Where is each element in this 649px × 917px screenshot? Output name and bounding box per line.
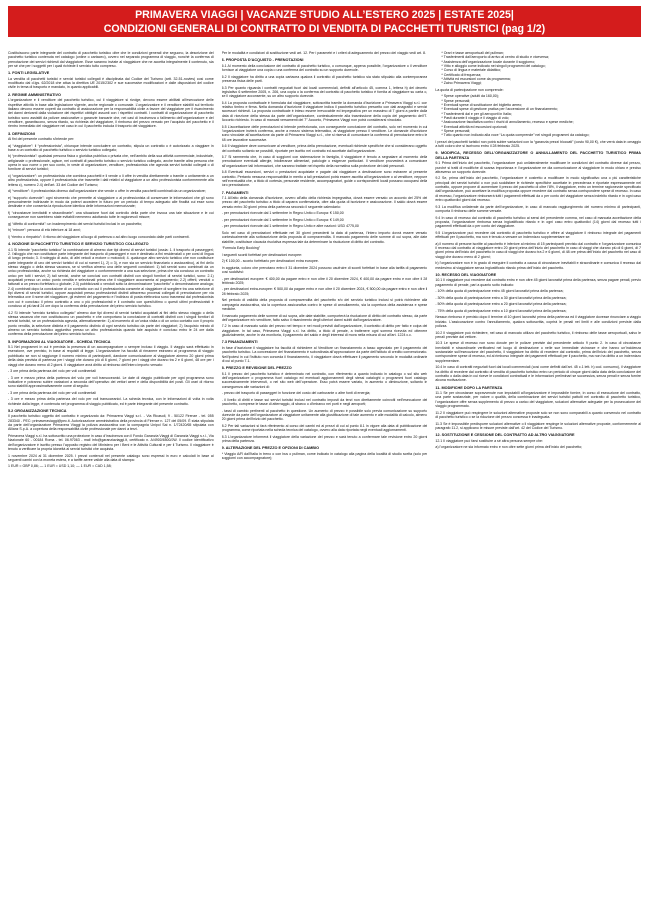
list-item: * Vitto e alloggio come indicato nei singoli programmi del catalogo; xyxy=(441,64,641,68)
paragraph: a) l’organizzatore ne sia informato entro e non oltre sette giorni prima dell’inizio del pacchetto; xyxy=(435,445,583,450)
section-heading: 1. FONTI LEGISLATIVE xyxy=(8,71,50,76)
paragraph: 1 novembre 2024 al 31 dicembre 2025. I prezzi contenuti nel presente catalogo sono espressi in euro e calcolati in base ai seguenti cambi con la moneta estera, e a tariffe aeree valide alla data di stampa: xyxy=(8,453,214,462)
list-item: * Spese operative (adulti da 160,00); xyxy=(441,94,641,98)
paragraph: 6.3 Per quanto riguarda i contratti negoziati fuori dai locali commerciali, definiti all’articolo 45, comma 1, lettera h) del decreto legislativo 6 settembre 2005, n. 206, una copia o la conferma del contratto di pacchetto turistico è fornita al viaggiatore su carta o, se il viaggiatore acconsente, su un altro supporto durevole. xyxy=(221,85,428,99)
list-item: * Certificato di frequenza; xyxy=(441,73,641,77)
paragraph: 8.1 Il prezzo del pacchetto turistico è determinato nel contratto, con riferimento a quanto indicato in catalogo o sul sito web dell’organizzatore o programma fuori catalogo ed eventuali aggiornamenti degli stessi cataloghi o programmi fuori catalogo successivamente intervenuti, o nel sito web dell’operatore. Esso potrà essere variato, in aumento o diminuzione, soltanto in conseguenza alle variazioni di: xyxy=(221,371,428,389)
section-heading: 7. PAGAMENTI xyxy=(221,190,249,195)
paragraph: - 30% della quota di partecipazione entro a 30 giorni lavorativi prima della partenza; xyxy=(435,295,567,300)
list-item: * Eventuali spese di gestione pratica per l’accensione di un finanziamento; xyxy=(441,107,641,111)
list-item: * Pasti durante il viaggio e il viaggio di volo; xyxy=(441,116,641,120)
paragraph: 6.8 Eventuali escursioni, servizi o prestazioni acquistate e pagate dal viaggiatore a destinazione sono estranee al presente contratto. Pertanto nessuna responsabilità in merito a tali prestazioni potrà essere ascritta all’organizzatore o al venditore, neppure nell’eventualità che, a titolo di cortesia, personale residente, accompagnatori, guide o corrispondenti locali possano occuparsi della loro prenotazione. xyxy=(221,170,428,188)
paragraph: 8.2 Per tali variazioni si farà riferimento al corso dei cambi ed ai prezzi di cui al punto 8.1 in vigore alla data di pubblicazione del programma, come riportata nella scheda tecnica del catalogo, ovvero alla data riportata negli eventuali aggiornamenti. xyxy=(221,423,428,433)
paragraph: 1 EUR = GBP 0,86; — 1 EUR = USD 1,10; — 1 EUR = CAD 1,58; xyxy=(8,464,112,469)
paragraph: - 10% della quota di partecipazione entro 45 giorni lavorativi prima della partenza; xyxy=(435,289,564,294)
section-heading: 5. INFORMAZIONI AL VIAGGIATORE - SCHEDA TECNICA xyxy=(8,339,111,344)
paragraph: - 50% della quota di partecipazione entro a 20 giorni lavorativi prima della partenza; xyxy=(435,302,567,307)
list-item: * Attività ed escursioni come da programma; xyxy=(441,77,641,81)
paragraph: 6.2 Il viaggiatore ha diritto a una copia cartacea qualora il contratto di pacchetto turistico sia stato stipulato alla contemporanea presenza fisica delle parti. xyxy=(221,74,428,83)
paragraph: b) “professionista”: qualsiasi persona fisica o giuridica pubblica o privata che, nell’ambito della sua attività commerciale, industriale, artigianale o professionale, agisce, nei contratti di pacchetto turistico o servizio turistico collegato, anche tramite altra persona che opera in suo nome o per suo conto, in veste di organizzatore, venditore, professionista che agevola servizi turistici collegati o di fornitore di servizi turistici; xyxy=(8,154,214,172)
paragraph: Nessun rimborso è previsto dopo il termine di 10 giorni lavorativi prima della partenza ed il viaggiatore dovesse rinunciare a viaggio iniziato. L’assicurazione contro l’annullamento, qualora sottoscritta, coprirà le penali nei limiti e alle condizioni previste dalla polizza. xyxy=(435,315,641,328)
paragraph: 10.2 Il viaggiatore può richiedere, nel caso di mancato utilizzo del pacchetto turistico, il rimborso delle tasse aeroportuali, salvo le penali previste dal vettore. xyxy=(435,330,641,339)
paragraph: a) “viaggiatore”: il “professionista”, chiunque intende concludere un contratto, stipula un contratto o è autorizzato a viaggiare in base a un contratto di pacchetto turistico o servizio turistico collegato; xyxy=(8,143,214,152)
paragraph: 7.2 In caso di mancato saldo del prezzo nel tempo e nei modi previsti dall’organizzatore, il contratto di diritto per fatto e colpa del viaggiatore. In tal caso, Primavera Viaggi s.r.l. ha diritto, a titolo di penale, a trattenere ogni somma ricevuta ed ottenere giudizialmente, anche in via monitoria, il pagamento del saldo e degli interessi di mora nella misura di cui all’art. 1224 c.c. xyxy=(221,324,428,338)
paragraph: 6.7 Si rammenta che, in caso di soggiorni con sistemazione in famiglia, il viaggiatore è tenuto a segnalare al momento della prenotazione eventuali allergie, intolleranze alimentari, patologie o esigenze particolari. Il venditore provvederà a comunicare all’organizzatore tali informazioni, che saranno trattate nel rispetto della normativa sulla protezione dei dati personali. xyxy=(221,155,428,168)
paragraph: - prezzo del trasporto di passeggeri in funzione del costo del carburante o altre fonti di energia; xyxy=(221,391,371,396)
column-middle xyxy=(222,51,428,911)
paragraph: 11.1 Se per circostanze sopravvenute non imputabili all’organizzatore è impossibile fornire, in corso di esecuzione del contratto, una parte sostanziale, per valore o qualità, della combinazione dei servizi turistici pattuiti nel contratto di pacchetto turistico, l’organizzatore offre senza supplemento di prezzo a carico del viaggiatore, soluzioni alternative adeguate per la prosecuzione del viaggio programmato. xyxy=(435,391,641,409)
paragraph: 8.3 L’organizzatore informerà il viaggiatore della variazione del prezzo e sarà tenuto a confermare tale revisione entro 20 giorni prima della partenza. xyxy=(221,434,428,444)
header-title-line1: PRIMAVERA VIAGGI | VACANZE STUDIO ALL’ESTERO 2025 | ESTATE 2025| xyxy=(135,9,514,21)
paragraph: Primavera Viaggi s.r.l. ha sottoscritto una protezione in caso d’insolvenza con il Fondo Garanzia Viaggi di Garanzia Viaggi s.r.l., Via Nazionale 60 - 00184 Roma - tel. 06.97063 - mail info@garanziaviaggi.it, certificato n. A/4900/6500/JW. Il codice identificativo dell’organizzatore è iscritto presso l’apposito registro del Ministero per i Beni e le Attività Culturali e per il Turismo. Il viaggiatore è tenuto a verificare la propria idoneità ai servizi turistici che acquista. xyxy=(8,433,214,451)
paragraph: La vendita di pacchetti turistici e servizi turistici collegati è disciplinata dal Codice del Turismo (artt. 32-51-novies) così come modificato dal d.lgs. 62/2018 che attua la direttiva UE 2015/2302 e sue successive modificazioni e dalle disposizioni del codice civile in tema di trasporto e mandato, in quanto applicabili. xyxy=(8,76,214,90)
paragraph: e) “supporto durevole”: ogni strumento che permette al viaggiatore o al professionista di conservare le informazioni che gli sono personalmente indirizzate in modo da potervi accedere in futuro per un periodo di tempo adeguato alle finalità cui esse sono destinate e che consenta la riproduzione identica delle informazioni memorizzate; xyxy=(8,195,214,209)
list-item: * Zaino Primavera Viaggi; xyxy=(441,81,641,85)
paragraph: g) “difetto di conformità”: un inadempimento dei servizi turistici inclusi in un pacchetto; xyxy=(8,221,143,226)
bullet-list xyxy=(435,51,641,86)
paragraph: 9.4 In caso di recesso dal contratto di pacchetto turistico ai sensi del precedente comma, nel caso di mancata accettazione della proposta, l’organizzatore rimborsa senza ingiustificato ritardo e in ogni caso entro quattordici (14) giorni dal recesso tutti i pagamenti effettuati da o per conto del viaggiatore. xyxy=(435,215,641,229)
paragraph: - per destinazioni extra-europee: € 500,00 da pagare entro e non oltre il 20 dicembre 2024, € 500,00 da pagare entro e non oltre il 28 febbraio 2025; xyxy=(221,287,428,296)
paragraph: - per prenotazioni ricevute dal 1 settembre in Regno Unito e altre nazioni: USD 4775,00 xyxy=(221,224,359,229)
paragraph: 4.2 Si intende “servizio turistico collegato” almeno due tipi diversi di servizi turistici acquistati ai fini dello stesso viaggio o della stessa vacanza che non costituiscono un pacchetto e che comportano la conclusione di contratti distinti con i singoli fornitori di servizi turistici, se un professionista agevola, alternativamente: 1) al momento di un’unica visita o di un unico contatto con il proprio punto vendita, la selezione distinta e il pagamento distinto di ogni servizio turistico da parte dei viaggiatori; 2) l’acquisto mirato di almeno un servizio turistico aggiuntivo presso un altro professionista quando tale acquisto è concluso entro le 24 ore dalla conferma della prenotazione del primo servizio turistico. xyxy=(8,310,214,337)
section-heading: 11. MODIFICHE DOPO LA PARTENZA xyxy=(435,385,503,390)
section-heading: 9. ALTERAZIONE DEL PREZZO E OPZIONI DI CAMBIO xyxy=(221,446,320,451)
paragraph: Solo nel caso di prenotazioni effettuate nei 30 giorni precedenti la data di partenza, l’intero importo dovrà essere versato contestualmente alla sottoscrizione della proposta di compravendita. Il mancato pagamento delle somme di cui sopra, alle date stabilite, costituisce clausola risolutiva espressa tale da determinare la risoluzione di diritto del contratto. xyxy=(221,230,428,244)
section-heading: 8. PREZZO E REVISIONE DEL PREZZO xyxy=(221,366,292,371)
section-heading: 4. NOZIONE DI PACCHETTO TURISTICO E SERVIZIO TURISTICO COLLEGATO xyxy=(8,242,149,247)
section-heading: 9. MODIFICA, RECESSO DELL’ORGANIZZATORE O ANNULLAMENTO DEL PACCHETTO TURISTICO PRIMA DELLA PARTENZA xyxy=(435,151,641,160)
paragraph: 10.4 In caso di contratti negoziati fuori dai locali commerciali (così come definiti dall’art. 45 c.1 lett. h) cod. consumo), il viaggiatore ha diritto di recedere dal contratto di vendita di pacchetto turistico entro un periodo di cinque giorni dalla data della conclusione del contratto o dalla data in cui riceve le condizioni contrattuali e le informazioni preliminari se successiva, senza penali e senza fornire alcuna motivazione. xyxy=(435,365,641,383)
list-item: * Assicurazione facoltativa contro i rischi di annullamento, recesso e spese mediche; xyxy=(441,120,641,124)
paragraph: - 3 ore prima della partenza del volo per voli continentali xyxy=(8,369,96,374)
paragraph: In aggiunta, coloro che prenotano entro il 31 dicembre 2024 possono usufruire di sconti forfettari in base alla tariffa di pagamento così suddivisi: xyxy=(221,265,428,275)
paragraph: Nel periodo di validità della proposta di compravendita del pacchetto e/o del servizio turistico inclusi si potrà richiedere alla compagnia assicurativa, sia la copertura assicurativa contro le spese di annullamento, sia la copertura della assistenza e spese mediche. xyxy=(221,298,428,311)
paragraph: - 75% della quota di partecipazione entro a 10 giorni lavorativi prima della partenza; xyxy=(435,308,567,313)
paragraph: 6.1 Al momento della conclusione del contratto di pacchetto turistico, o comunque, appena possibile, l’organizzatore o il venditore fornisce al viaggiatore una copia o una conferma del contratto su un supporto durevole. xyxy=(221,63,428,73)
paragraph: 11.2 Il viaggiatore può respingere le soluzioni alternative proposte solo se non sono comparabili a quanto convenuto nel contratto di pacchetto turistico o se la riduzione del prezzo concessa è inadeguata. xyxy=(435,410,641,419)
section-heading: 10. RECESSO DEL VIAGGIATORE xyxy=(435,272,497,277)
section-heading: 3. DEFINIZIONI xyxy=(8,131,35,136)
paragraph: 10.3 Le spese di recesso non sono dovute per le polizze previste dal precedente articolo 9 punto 2. In caso di circostanze inevitabili e straordinarie verificatesi nel luogo di destinazione o nelle sue immediate vicinanze e che hanno un’incidenza sostanziale sull’esecuzione del pacchetto, il viaggiatore ha diritto di recedere dal contratto, prima dell’inizio del pacchetto, senza corrispondere spese di recesso, ed al rimborso integrale dei pagamenti effettuati per il pacchetto, ma non ha diritto a un indennizzo supplementare. xyxy=(435,341,641,363)
paragraph: - per destinazioni europee: € 400,00 da pagare entro e non oltre il 20 dicembre 2024, € 400,00 da pagare entro e non oltre il 28 febbraio 2025; xyxy=(221,276,428,285)
list-item: * Trasferimenti dall’aeroporto di arrivo al centro di studio e viceversa; xyxy=(441,55,641,59)
paragraph: 10.1 Il viaggiatore può recedere dal contratto entro e non oltre 45 giorni lavorativi prima della partenza, senza pagare penali, previo pagamento di penale, pari a quanto sotto indicato: xyxy=(435,278,641,287)
paragraph: 11.3 Se è impossibile predisporre soluzioni alternative o il viaggiatore respinge le soluzioni alternative proposte, conformemente al paragrafo 11.2, si applicano le misure previste dall’art. 42 del Codice del Turismo. xyxy=(435,421,641,430)
paragraph: - 3 ore prima della partenza del volo per voli continentali xyxy=(8,390,96,395)
paragraph: 9.2 Se, prima dell’inizio del pacchetto, l’organizzatore è costretto a modificare in modo significativo una o più caratteristiche principali dei servizi turistici o non può soddisfare le richieste specifiche accettate in precedenza e riportate espressamente nel contratto, oppure propone di aumentare il prezzo del pacchetto di oltre l’8%, il viaggiatore, entro un termine ragionevole specificato dall’organizzatore, può accettare la modifica proposta oppure recedere dal contratto senza corrispondere spese di recesso. In caso di recesso, l’organizzatore rimborserà tutti i pagamenti effettuati da o per conto del viaggiatore senza indebito ritardo e in ogni caso entro quattordici giorni dal recesso. xyxy=(435,176,641,203)
paragraph: i) “rientro o rimpatrio”: il ritorno del viaggiatore al luogo di partenza o ad altro luogo concordato dalle parti contraenti. xyxy=(8,234,190,239)
paragraph: 6.4 La proposta contrattuale è formulata dal viaggiatore, sottoscritta tramite la domanda d’iscrizione a Primavera Viaggi s.r.l. con relativo timbro e firma. Nella domanda d’iscrizione il viaggiatore indica il pacchetto turistico prescelto con dati anagrafici e servizi accessori richiesti. La proposta contrattuale è inteso essere irrevocabile ed impegnativa per un massimo di 7 giorni a partire dalla data di ricezione della stessa da parte dell’organizzatore, contestualmente alla trasmissione della copia del pagamento dell’7. Acconto richiesto. In caso di mancati versamenti del 7° Acconto, Primavera Viaggi non potrà considerarsi vincolato. xyxy=(221,100,428,123)
paragraph: Ai fini del presente contratto s’intende per: xyxy=(8,137,75,142)
paragraph: I prezzi dei pacchetti turistici non potrà subire variazioni con la “garanzia prezzi bloccati” (costo 90,00 €), che verrà data in omaggio a tutti coloro che si iscrivono entro il 28 febbraio 2025. xyxy=(435,139,641,149)
paragraph: * Viaggio A/R dall’Italia in treno o con bus o pullman, come indicato in catalogo alla pagina della località di studio scelta (solo per soggiorni con accompagnatore); xyxy=(221,451,428,461)
paragraph: Il pacchetto turistico oggetto del contratto è organizzato da: Primavera Viaggi s.r.l. - Via Ricasoli, 9 - 50122 Firenze - tel. 055 283340 - PEC: primaveraviaggi@pec.it. Autorizzazione amministrativa della provincia di Firenze n. 127 del 05/09. È stata stipulata da parte dell’organizzatore Primavera Viaggi la polizza assicurativa con la compagnia Unipol Sai n. 1/72420/65 stipulata con Allianz S.p.A. a copertura della responsabilità civile professionale per danni a terzi. xyxy=(8,414,214,432)
paragraph: 6.6 Il viaggiatore deve comunicare al venditore, prima della prenotazione, eventuali richieste specifiche che si considerano oggetto del contratto soltanto se possibili, riportate per iscritto nel contratto ed accettate dall’organizzatore. xyxy=(221,144,428,153)
paragraph: - il livello di diritti e tasse sui servizi turistici inclusi nel contratto imposti da terzi non direttamente coinvolti nell’esecuzione del pacchetto, comprese le tasse di atterraggio, di sbarco o d’imbarco nei porti e negli aeroporti; xyxy=(221,397,428,407)
section-heading: 5.2 ORGANIZZAZIONE TECNICA xyxy=(8,409,67,413)
paragraph: L’organizzatore e il venditore del pacchetto turistico, cui il viaggiatore si rivolge, devono essere abilitati all’esecuzione delle rispettive attività in base alla legislazione vigente, anche regionale o comunale. L’organizzatore e il venditore stabiliti sul territorio italiano devono essere coperti da contratto di assicurazione per la responsabilità civile a favore del viaggiatore per il risarcimento dei danni derivanti dalla violazione dei rispettivi obblighi assunti con i rispettivi contratti. I contratti di organizzazione di pacchetto turistico sono assistiti da polizze assicurative o garanzie bancarie che, nei casi di insolvenza o fallimento dell’organizzatore e del venditore, garantiscono, senza ritardo, su richiesta del viaggiatore, il rimborso del prezzo versato per l’acquisto del pacchetto e il rientro immediato del viaggiatore nel caso in cui il pacchetto includa il trasporto del viaggiatore. xyxy=(8,98,214,129)
paragraph: Costituiscono parte integrante del contratto di pacchetto turistico oltre che le condizioni generali che seguono, la descrizione del pacchetto turistico contenuta nel catalogo (online o cartaceo), ovvero nel separato programma di viaggio, nonché la conferma di prenotazione dei servizi richiesti dal viaggiatore. Esse saranno inviate al viaggiatore che ne accetta integralmente il contenuto, sia per sé che per i soggetti per i quali richiede il servizio tutto compreso. xyxy=(8,51,214,69)
paragraph: - tassi di cambio pertinenti al pacchetto in questione. Un aumento di prezzo è possibile solo previa comunicazione su supporto durevole da parte dell’organizzatore al viaggiatore unitamente alla giustificazione di tale aumento e alle modalità di calcolo, almeno 20 giorni prima dell’inizio del pacchetto. xyxy=(221,408,428,422)
paragraph: “Formula Early Booking” xyxy=(221,246,260,251)
section-heading: 6. PROPOSTA D’ACQUISTO - PRENOTAZIONI xyxy=(221,58,304,63)
list-item: * Eventuali spese di sostituzione del biglietto aereo; xyxy=(441,103,641,107)
list-item: * Tutto quanto non indicato alla voce “La quota comprende” nei singoli programmi da catalogo; xyxy=(441,133,641,137)
document-columns xyxy=(8,51,641,911)
section-heading: 2. REGIME AMMINISTRATIVO xyxy=(8,92,61,97)
list-item: * Spese personali; xyxy=(441,129,641,133)
paragraph: 4.1 Si intende “pacchetto turistico” la combinazione di almeno due tipi diversi di servizi turistici (ossia: 1. il trasporto di passeggeri; 2. l’alloggio che non costituisce parte integrante del trasporto di passeggeri e non è destinato a fini residenziali o per corsi di lingua di lungo periodo; 3. il noleggio di auto, di altri veicoli a motore o motocicli; 4. qualunque altro servizio turistico che non costituisce parte integrante di uno dei servizi turistici di cui ai numeri 1), 2) o 3), e non sia un servizio finanziario o assicurativo), ai fini dello stesso viaggio o della stessa vacanza, se si verifica almeno una delle seguenti condizioni: 1) tali servizi sono combinati da un unico professionista, anche su richiesta del viaggiatore o conformemente a una sua selezione, prima che sia concluso un contratto unico per tutti i servizi; 2) tali servizi, anche se conclusi con contratti distinti con singoli fornitori di servizi turistici, sono: 2.1) acquistati presso un unico punto vendita e selezionati prima che il viaggiatore acconsenta al pagamento; 2.2) offerti, venduti o fatturati a un prezzo forfettario o globale; 2.3) pubblicizzati o venduti sotto la denominazione “pacchetto” o denominazione analoga; 2.4) combinati dopo la conclusione di un contratto con cui il professionista consente al viaggiatore di scegliere tra una selezione di tipi diversi di servizi turistici, oppure acquistati presso professionisti distinti attraverso processi collegati di prenotazione per via telematica ove il nome del viaggiatore, gli estremi del pagamento e l’indirizzo di posta elettronica sono trasmessi dal professionista con cui è concluso il primo contratto a uno o più professionisti e il contratto con quest’ultimo o questi ultimi professionisti è concluso al più tardi 24 ore dopo la conferma della prenotazione del primo servizio turistico. xyxy=(8,247,214,309)
paragraph: 7.1 All’atto della domanda d’iscrizione, ovvero all’atto della richiesta impegnativa, dovrà essere versato un acconto del 25% del prezzo del pacchetto turistico a titolo di caparra confirmatoria, oltre alla quota di iscrizione e assicurazione. Il saldo dovrà essere versato entro 30 giorni prima della partenza secondo il seguente calendario: xyxy=(221,196,428,209)
paragraph: b) l’organizzatore non è in grado di eseguire il contratto a causa di circostanze inevitabili e straordinarie e comunica il recesso dal medesimo al viaggiatore senza ingiustificato ritardo prima dell’inizio del pacchetto. xyxy=(435,261,641,270)
paragraph: 9.5 L’organizzatore può recedere dal contratto di pacchetto turistico e offrire al viaggiatore il rimborso integrale dei pagamenti effettuati per il pacchetto, ma non è tenuto a versare un indennizzo supplementare se: xyxy=(435,230,641,240)
paragraph: La quota di partecipazione non comprende: xyxy=(435,87,504,92)
paragraph: 9.3 La modifica unilaterale da parte dell’organizzatore, in caso di mancato raggiungimento del numero minimo di partecipanti, comporta il rimborso delle somme versate. xyxy=(435,204,641,214)
column-right xyxy=(435,51,641,911)
list-item: * Corso di lingua e materiale didattico; xyxy=(441,68,641,72)
section-heading: 12. SOSTITUZIONE E CESSIONE DEL CONTRATTO AD ALTRO VIAGGIATORE xyxy=(435,433,575,438)
column-left xyxy=(8,51,214,911)
paragraph: 9.1 Prima dell’inizio del pacchetto, l’organizzatore può unilateralmente modificare le condizioni del contratto diverse dal prezzo, purché si tratti di modifiche di scarsa importanza e l’organizzatore ne dia comunicazione al viaggiatore in modo chiaro e preciso attraverso un supporto durevole. xyxy=(435,161,641,174)
section-heading: 7.3 FINANZIAMENTI xyxy=(221,340,258,345)
paragraph: f) “circostanze inevitabili e straordinarie”: una situazione fuori dal controllo della parte che invoca una tale situazione e le cui conseguenze non sarebbero state evitabili nemmeno adottando tutte le ragionevoli misure; xyxy=(8,210,214,220)
paragraph: Il mancato pagamento delle somme di cui sopra, alle date stabilite, comporterà la risoluzione di diritto del contratto stesso, da parte dell’organizzatore e/o venditore, fatto salvo il risarcimento degli ulteriori danni subiti dall’organizzatore. xyxy=(221,313,428,322)
paragraph: 5.1 Nei programmi in cui è prevista la presenza di un accompagnatore o sempre incluso il viaggio. Il viaggio sarà effettuato in esenzione, ove previsto, in base ai requisiti di legge. L’organizzatore ha facoltà di rimanere estraneo al programma di viaggio pubblicato se non si raggiunge il numero minimo di partecipanti, dandone comunicazione al viaggiatore almeno 20 giorni prima della data prevista di partenza per i viaggi che durano più di 6 giorni, 7 giorni per i viaggi che durano tra 2 e 6 giorni, 48 ore per i viaggi che durano meno di 2 giorni. Il viaggiatore avrà diritto al rimborso dell’intero importo versato: xyxy=(8,345,214,367)
paragraph: In fase d’iscrizione il viaggiatore ha facoltà di richiedere al Venditore un finanziamento a tasso agevolato per il pagamento del pacchetto turistico. La concessione del finanziamento è subordinata all’approvazione da parte dell’istituto di credito convenzionato. Nell’ipotesi in cui l’istituto non conceda il finanziamento, il viaggiatore dovrà effettuare il pagamento secondo le modalità ordinarie di cui al punto 7.1. xyxy=(221,345,428,363)
paragraph: 6.5 L’accettazione delle prenotazioni si intende perfezionata, con conseguente conclusione del contratto, solo nel momento in cui l’organizzatore invierà conferma, anche a mezzo sistema telematico, al viaggiatore presso il venditore. Le domande d’iscrizione sono vincolate all’accettazione da parte di Primavera Viaggi s.r.l., che si riserva di comunicare la conferma di prenotazione entro le 48 ore lavorative successive. xyxy=(221,124,428,142)
paragraph: - per prenotazioni ricevute dal 1 settembre in Regno Unito o Europa: € 149,00 xyxy=(221,217,344,222)
paragraph: a) il numero di persone iscritte al pacchetto è inferiore al minimo di 15 partecipanti previsto dal contratto e l’organizzatore comunica il recesso dal contratto al viaggiatore entro 20 giorni prima dell’inizio del pacchetto in caso di viaggi che durano più di 6 giorni, di 7 giorni prima dell’inizio del pacchetto in caso di viaggi che durano tra 2 e 6 giorni, di 48 ore prima dell’inizio del pacchetto nel caso di viaggi che durano meno di 2 giorni; xyxy=(435,241,641,259)
list-item: * Eventuali attività ed escursioni opzionali; xyxy=(441,125,641,129)
header-title-line2: CONDIZIONI GENERALI DI CONTRATTO DI VENDITA DI PACCHETTI TURISTICI (pag 1/2) xyxy=(103,23,546,35)
document-header xyxy=(8,6,641,37)
paragraph: d) “venditore”: il professionista diverso dall’organizzatore che vende o offre in vendita pacchetti combinati da un organizzatore; xyxy=(8,189,206,194)
paragraph: I seguenti sconti forfettari per destinazioni europee: xyxy=(221,252,303,257)
paragraph: 12.1 Il viaggiatore può farsi sostituire a sé altra persona sempre che: xyxy=(435,438,543,443)
paragraph: c) “organizzatore”: un professionista che combina pacchetti e li vende o li offre in vendita direttamente o tramite o unitamente a un altro professionista, oppure il professionista che trasmette i dati relativi al viaggiatore a un altro professionista conformemente alla lettera c), numero 2.4) dell’art. 33 del Codice del Turismo; xyxy=(8,174,214,187)
paragraph: 2) € 100,00 - sconto forfettario per destinazioni extra europee. xyxy=(221,259,319,264)
paragraph: - 3 ore e mezzo prima della partenza del volo per voli transoceanici. Le date di viaggio pubblicate per ogni programma sono indicative e potranno subire variazioni a seconda dell’operativo dei vettori aerei e della disponibilità dei posti. Gli orari di ritorno sono stabiliti approssimativamente come di seguito: xyxy=(8,375,214,389)
paragraph: h) “minore”: persona di età inferiore ai 18 anni; xyxy=(8,228,81,233)
paragraph: - per prenotazioni ricevute dal 1 settembre in Regno Unito o Europa: € 150,00 xyxy=(221,211,344,216)
list-item: * Assistenza dell’organizzazione locale durante il soggiorno; xyxy=(441,60,641,64)
paragraph: - 3 ore e mezzo prima della partenza del volo per voli transoceanici. La scheda tecnica, con le informazioni di volta in volta richieste dalla legge, è contenuta nel programma di viaggio pubblicato, ed è parte integrante del presente contratto. xyxy=(8,397,214,406)
bullet-list xyxy=(435,94,641,137)
paragraph: Per le modalità e condizioni di sostituzione vedi art. 12. Per i parametri e i criteri di adeguamento del prezzo del viaggio vedi art. 8. xyxy=(221,51,426,55)
list-item: * Orari e tasse aeroportuali del pullman; xyxy=(441,51,641,55)
list-item: * Spese personali; xyxy=(441,99,641,103)
list-item: * Trasferimenti dal e per gli aeroporti in Italia; xyxy=(441,112,641,116)
